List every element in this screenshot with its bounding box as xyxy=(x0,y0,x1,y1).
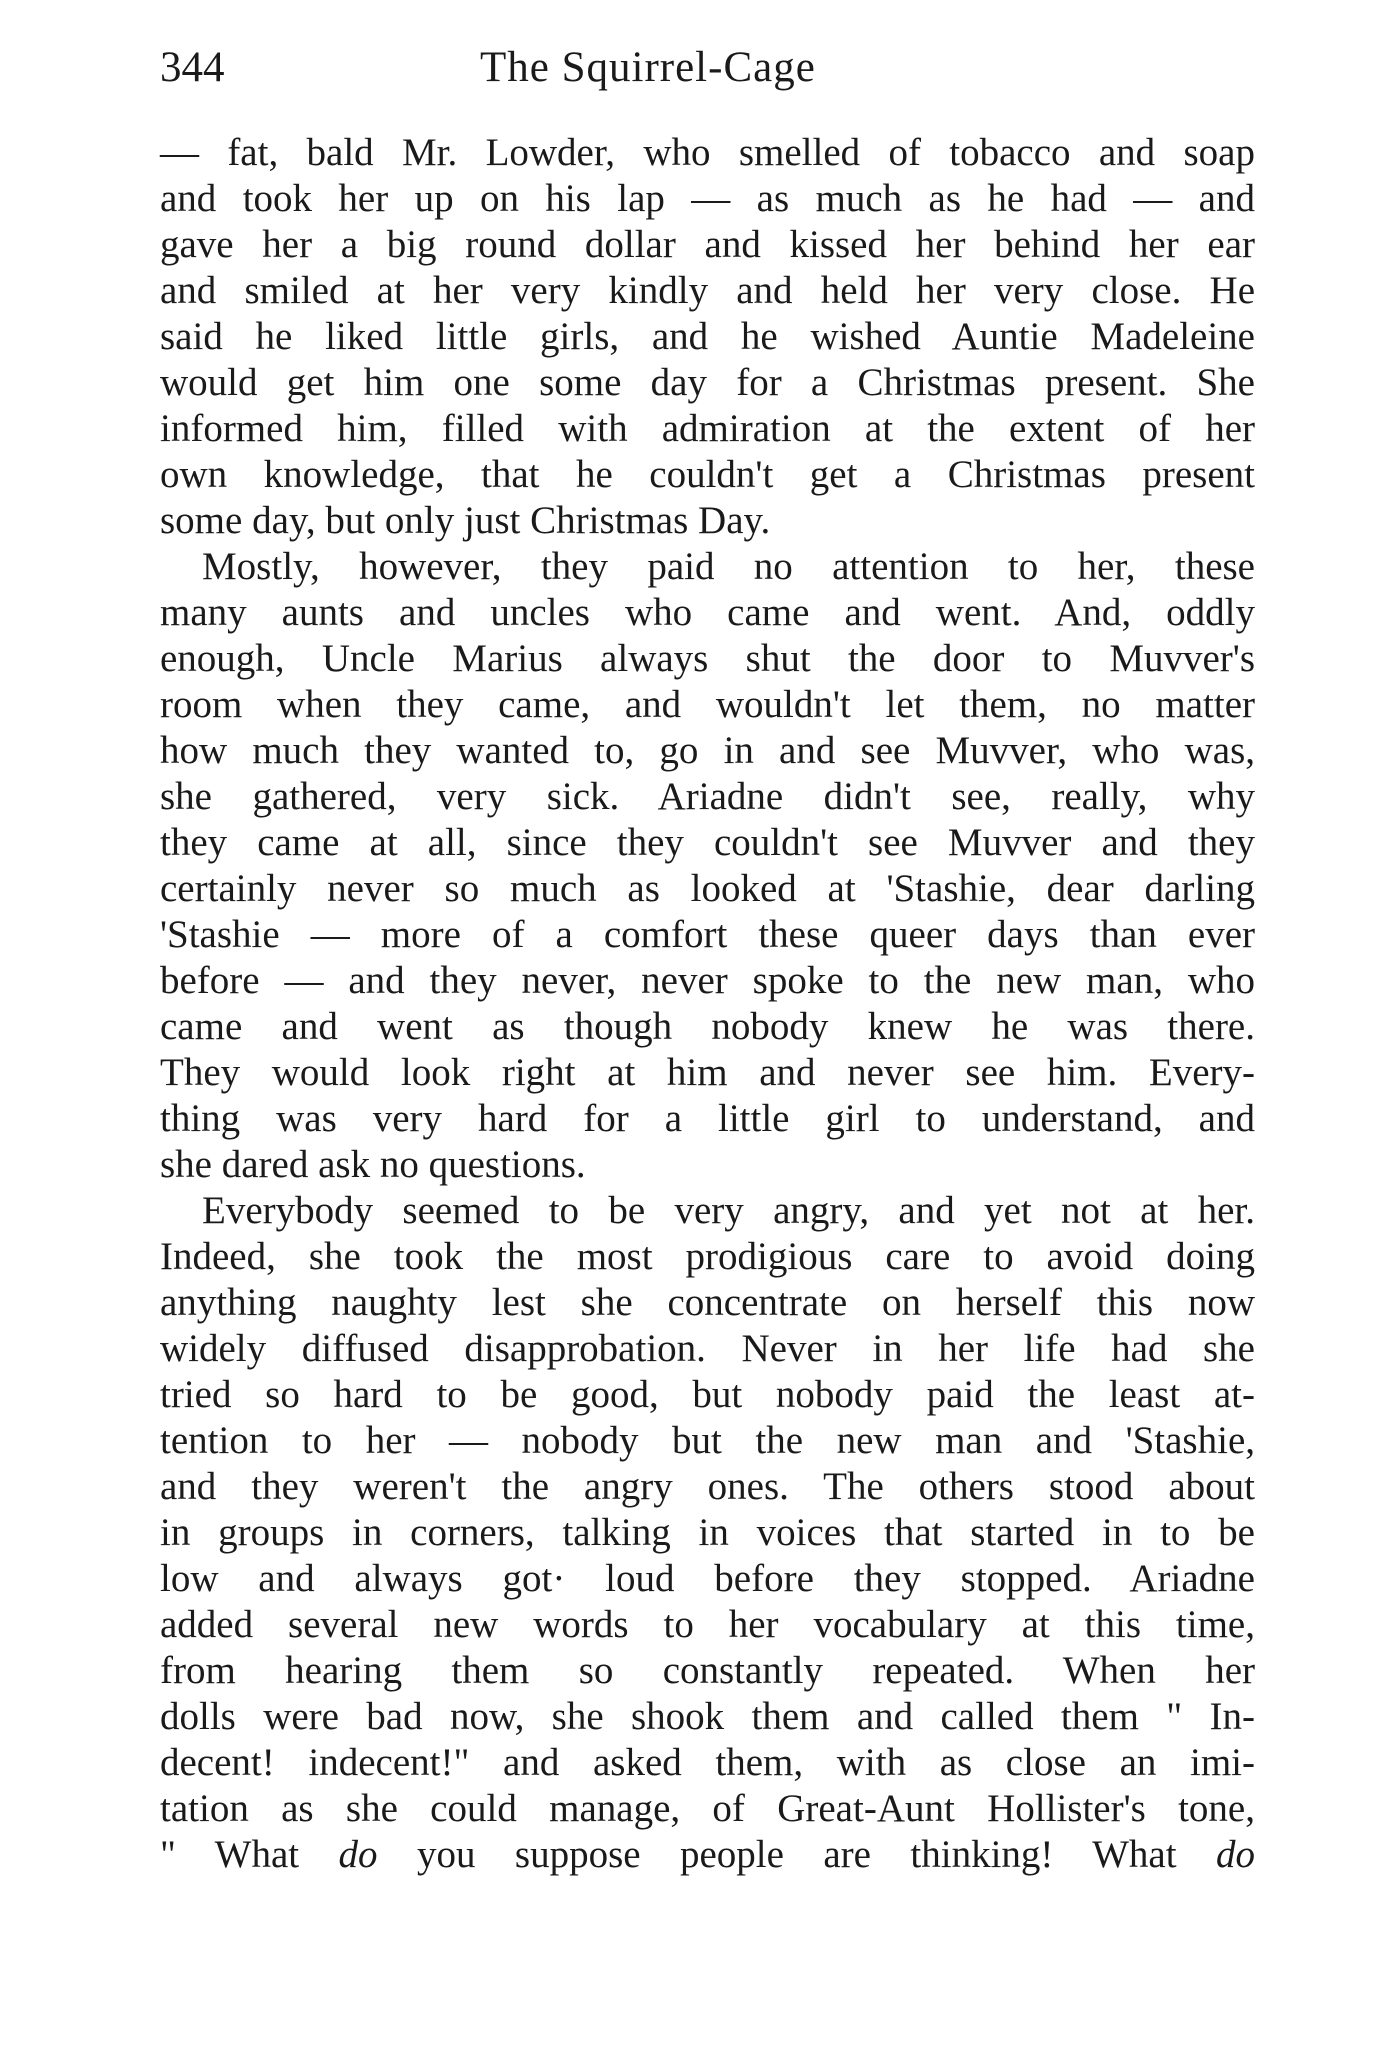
text-line: decent! indecent!" and asked them, with as close an imi- xyxy=(160,1741,1255,1784)
text-line: Mostly, however, they paid no attention to her, these xyxy=(202,545,1255,588)
text-line: in groups in corners, talking in voices that started in to be xyxy=(160,1511,1255,1554)
text-line: enough, Uncle Marius always shut the door to Muvver's xyxy=(160,637,1255,680)
text-line: and they weren't the angry ones. The others stood about xyxy=(160,1465,1255,1508)
text-line: informed him, filled with admiration at the extent of her xyxy=(160,407,1255,450)
book-title: The Squirrel-Cage xyxy=(480,44,816,91)
text-line: certainly never so much as looked at 'Stashie, dear darling xyxy=(160,867,1255,910)
running-head xyxy=(160,38,1255,98)
text-line-with-italics xyxy=(160,1832,1255,1878)
text-run: you suppose people are thinking! What xyxy=(377,1833,1216,1876)
text-line: tention to her — nobody but the new man and 'Stashie, xyxy=(160,1419,1255,1462)
text-line: They would look right at him and never see him. Every- xyxy=(160,1051,1255,1094)
text-line: tation as she could manage, of Great-Aunt Hollister's tone, xyxy=(160,1787,1255,1830)
text-line: 'Stashie — more of a comfort these queer days than ever xyxy=(160,913,1255,956)
text-line: and took her up on his lap — as much as he had — and xyxy=(160,177,1255,220)
text-line: tried so hard to be good, but nobody paid the least at- xyxy=(160,1373,1255,1416)
text-line: would get him one some day for a Christmas present. She xyxy=(160,361,1255,404)
body-text xyxy=(160,130,1255,1878)
text-line: added several new words to her vocabulary at this time, xyxy=(160,1603,1255,1646)
text-line: low and always got· loud before they stopped. Ariadne xyxy=(160,1557,1255,1600)
text-line: she gathered, very sick. Ariadne didn't see, really, why xyxy=(160,775,1255,818)
text-line: gave her a big round dollar and kissed her behind her ear xyxy=(160,223,1255,266)
text-line: before — and they never, never spoke to the new man, who xyxy=(160,959,1255,1002)
text-line: from hearing them so constantly repeated. When her xyxy=(160,1649,1255,1692)
text-line: many aunts and uncles who came and went. And, oddly xyxy=(160,591,1255,634)
italic-text-run: do xyxy=(338,1833,378,1876)
text-line: Indeed, she took the most prodigious care to avoid doing xyxy=(160,1235,1255,1278)
text-line: — fat, bald Mr. Lowder, who smelled of tobacco and soap xyxy=(160,131,1255,174)
text-run: " What xyxy=(160,1833,339,1876)
text-line: came and went as though nobody knew he was there. xyxy=(160,1005,1255,1048)
text-line: how much they wanted to, go in and see Muvver, who was, xyxy=(160,729,1255,772)
text-line: Everybody seemed to be very angry, and yet not at her. xyxy=(202,1189,1255,1232)
text-line: widely diffused disapprobation. Never in her life had she xyxy=(160,1327,1255,1370)
page-number: 344 xyxy=(160,44,225,91)
text-line: and smiled at her very kindly and held her very close. He xyxy=(160,269,1255,312)
text-line: she dared ask no questions. xyxy=(160,1143,586,1186)
text-line: own knowledge, that he couldn't get a Christmas present xyxy=(160,453,1255,496)
italic-text-run: do xyxy=(1216,1833,1255,1876)
text-line: dolls were bad now, she shook them and called them " In- xyxy=(160,1695,1255,1738)
text-line: room when they came, and wouldn't let them, no matter xyxy=(160,683,1255,726)
text-line: anything naughty lest she concentrate on herself this now xyxy=(160,1281,1255,1324)
text-line: thing was very hard for a little girl to understand, and xyxy=(160,1097,1255,1140)
text-line: said he liked little girls, and he wished Auntie Madeleine xyxy=(160,315,1255,358)
text-line: some day, but only just Christmas Day. xyxy=(160,499,771,542)
text-line: they came at all, since they couldn't see Muvver and they xyxy=(160,821,1255,864)
